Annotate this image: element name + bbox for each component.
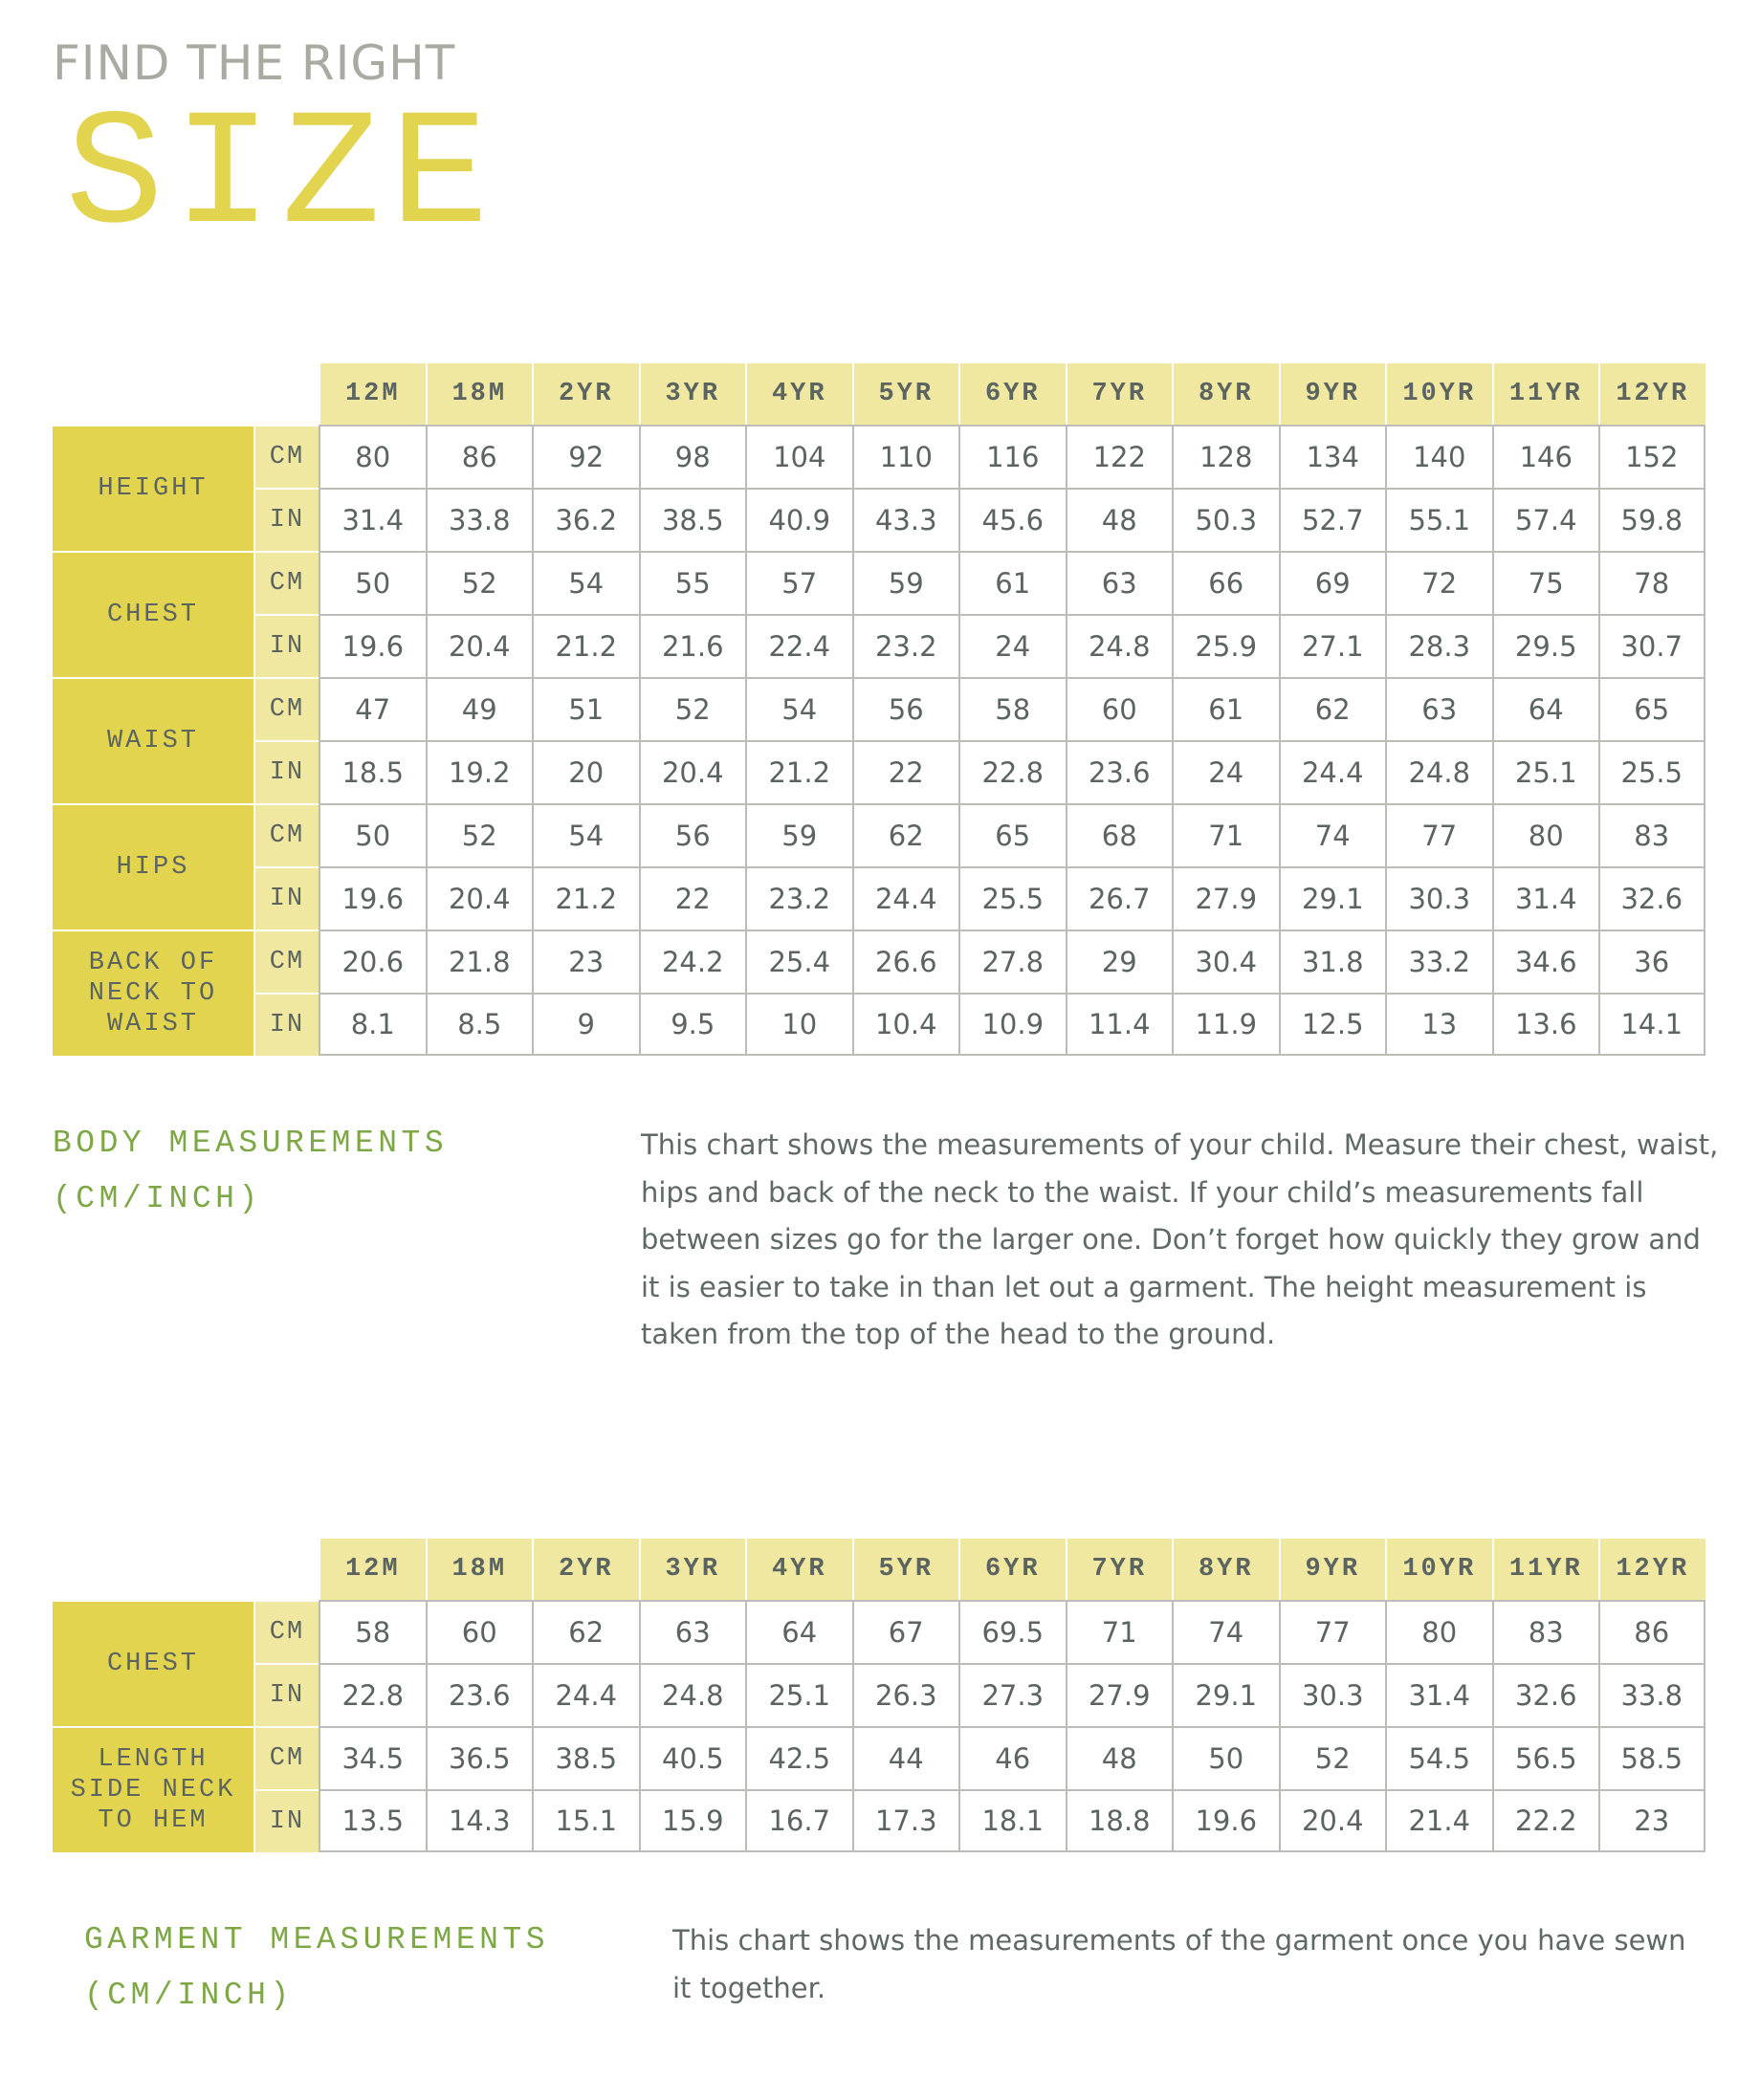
measurement-value: 23: [532, 930, 639, 993]
size-header-12m: 12M: [319, 363, 426, 425]
measurement-value: 50.3: [1172, 488, 1279, 551]
measurement-value: 9: [532, 993, 639, 1056]
unit-label-cm: CM: [253, 677, 319, 740]
measurement-value: 60: [1066, 677, 1173, 740]
measurement-value: 33.8: [1598, 1663, 1705, 1726]
measurement-value: 64: [1492, 677, 1599, 740]
measurement-value: 63: [1385, 677, 1492, 740]
measurement-value: 13.5: [319, 1789, 426, 1852]
measurement-value: 36.5: [426, 1726, 533, 1789]
measurement-value: 86: [1598, 1600, 1705, 1663]
garment-measurements-table: [53, 1539, 1705, 1852]
measurement-value: 77: [1385, 803, 1492, 866]
measurement-value: 29.1: [1279, 866, 1386, 930]
measurement-value: 32.6: [1598, 866, 1705, 930]
measurement-value: 38.5: [639, 488, 746, 551]
measurement-value: 57: [745, 551, 852, 614]
size-header-12yr: 12YR: [1598, 1539, 1705, 1600]
body-title-line2: (CM/INCH): [53, 1181, 262, 1216]
measurement-value: 24.8: [639, 1663, 746, 1726]
measurement-value: 71: [1066, 1600, 1173, 1663]
size-header-5yr: 5YR: [852, 1539, 959, 1600]
measurement-value: 10: [745, 993, 852, 1056]
measurement-value: 30.3: [1385, 866, 1492, 930]
measurement-label: CHEST: [53, 551, 253, 677]
measurement-value: 66: [1172, 551, 1279, 614]
measurement-value: 33.8: [426, 488, 533, 551]
measurement-value: 146: [1492, 425, 1599, 488]
measurement-label: BACK OF NECK TO WAIST: [53, 930, 253, 1056]
measurement-value: 44: [852, 1726, 959, 1789]
body-title-line1: BODY MEASUREMENTS: [53, 1126, 449, 1161]
measurement-value: 26.7: [1066, 866, 1173, 930]
measurement-value: 19.6: [319, 614, 426, 677]
measurement-value: 34.5: [319, 1726, 426, 1789]
measurement-value: 27.1: [1279, 614, 1386, 677]
measurement-value: 21.4: [1385, 1789, 1492, 1852]
size-header-6yr: 6YR: [958, 363, 1066, 425]
measurement-value: 77: [1279, 1600, 1386, 1663]
measurement-value: 152: [1598, 425, 1705, 488]
measurement-value: 33.2: [1385, 930, 1492, 993]
measurement-value: 20.4: [639, 740, 746, 803]
measurement-value: 25.9: [1172, 614, 1279, 677]
measurement-value: 18.8: [1066, 1789, 1173, 1852]
measurement-value: 30.7: [1598, 614, 1705, 677]
measurement-value: 30.4: [1172, 930, 1279, 993]
unit-label-in: IN: [253, 614, 319, 677]
measurement-value: 71: [1172, 803, 1279, 866]
measurement-value: 15.9: [639, 1789, 746, 1852]
measurement-value: 55.1: [1385, 488, 1492, 551]
measurement-value: 26.3: [852, 1663, 959, 1726]
measurement-value: 22.8: [319, 1663, 426, 1726]
measurement-value: 24.4: [852, 866, 959, 930]
table-row: [53, 677, 1705, 740]
unit-label-in: IN: [253, 1663, 319, 1726]
size-grid: [53, 1539, 1705, 1852]
unit-label-cm: CM: [253, 1600, 319, 1663]
measurement-value: 24.8: [1066, 614, 1173, 677]
measurement-value: 50: [319, 803, 426, 866]
size-header-4yr: 4YR: [745, 1539, 852, 1600]
measurement-value: 54: [745, 677, 852, 740]
measurement-value: 18.5: [319, 740, 426, 803]
header-spacer: [53, 1539, 253, 1600]
measurement-value: 11.4: [1066, 993, 1173, 1056]
measurement-value: 24.4: [532, 1663, 639, 1726]
measurement-value: 24: [958, 614, 1066, 677]
measurement-value: 27.9: [1172, 866, 1279, 930]
measurement-value: 55: [639, 551, 746, 614]
size-header-18m: 18M: [426, 1539, 533, 1600]
size-header-11yr: 11YR: [1492, 1539, 1599, 1600]
size-header-row: [53, 363, 1705, 425]
table-row: [53, 551, 1705, 614]
header-spacer: [253, 363, 319, 425]
size-header-5yr: 5YR: [852, 363, 959, 425]
measurement-label: CHEST: [53, 1600, 253, 1726]
measurement-value: 27.8: [958, 930, 1066, 993]
measurement-value: 8.5: [426, 993, 533, 1056]
size-header-2yr: 2YR: [532, 363, 639, 425]
page-kicker: FIND THE RIGHT: [53, 35, 456, 91]
measurement-value: 25.1: [745, 1663, 852, 1726]
size-header-8yr: 8YR: [1172, 1539, 1279, 1600]
measurement-value: 10.9: [958, 993, 1066, 1056]
measurement-value: 26.6: [852, 930, 959, 993]
measurement-value: 49: [426, 677, 533, 740]
measurement-value: 32.6: [1492, 1663, 1599, 1726]
measurement-value: 31.4: [1385, 1663, 1492, 1726]
measurement-value: 20: [532, 740, 639, 803]
measurement-value: 25.4: [745, 930, 852, 993]
measurement-value: 25.1: [1492, 740, 1599, 803]
size-header-row: [53, 1539, 1705, 1600]
measurement-value: 45.6: [958, 488, 1066, 551]
measurement-value: 50: [1172, 1726, 1279, 1789]
measurement-value: 54: [532, 551, 639, 614]
measurement-value: 52: [426, 803, 533, 866]
garment-measurements-description: This chart shows the measurements of the garment once you have sewn it together.: [672, 1924, 1686, 2004]
measurement-value: 24.8: [1385, 740, 1492, 803]
measurement-value: 51: [532, 677, 639, 740]
measurement-value: 46: [958, 1726, 1066, 1789]
measurement-value: 28.3: [1385, 614, 1492, 677]
measurement-value: 74: [1172, 1600, 1279, 1663]
measurement-value: 22.2: [1492, 1789, 1599, 1852]
body-measurements-title: [53, 1116, 448, 1227]
measurement-value: 134: [1279, 425, 1386, 488]
size-header-3yr: 3YR: [639, 1539, 746, 1600]
measurement-value: 23: [1598, 1789, 1705, 1852]
measurement-value: 21.2: [532, 866, 639, 930]
measurement-value: 60: [426, 1600, 533, 1663]
measurement-value: 52.7: [1279, 488, 1386, 551]
measurement-value: 20.4: [426, 866, 533, 930]
measurement-value: 21.6: [639, 614, 746, 677]
measurement-value: 23.6: [1066, 740, 1173, 803]
size-header-7yr: 7YR: [1066, 363, 1173, 425]
measurement-value: 29: [1066, 930, 1173, 993]
measurement-value: 21.2: [745, 740, 852, 803]
measurement-value: 19.6: [1172, 1789, 1279, 1852]
measurement-label: HIPS: [53, 803, 253, 930]
garment-title-line1: GARMENT MEASUREMENTS: [84, 1922, 550, 1958]
size-header-9yr: 9YR: [1279, 363, 1386, 425]
measurement-value: 23.2: [745, 866, 852, 930]
measurement-value: 61: [958, 551, 1066, 614]
measurement-value: 52: [639, 677, 746, 740]
measurement-value: 69: [1279, 551, 1386, 614]
unit-label-cm: CM: [253, 803, 319, 866]
measurement-value: 62: [852, 803, 959, 866]
measurement-value: 63: [639, 1600, 746, 1663]
measurement-value: 40.5: [639, 1726, 746, 1789]
measurement-value: 65: [958, 803, 1066, 866]
measurement-value: 9.5: [639, 993, 746, 1056]
measurement-value: 75: [1492, 551, 1599, 614]
measurement-value: 14.1: [1598, 993, 1705, 1056]
measurement-value: 21.8: [426, 930, 533, 993]
measurement-value: 10.4: [852, 993, 959, 1056]
table-row: [53, 866, 1705, 930]
measurement-value: 140: [1385, 425, 1492, 488]
measurement-label: HEIGHT: [53, 425, 253, 551]
measurement-value: 56: [639, 803, 746, 866]
measurement-value: 18.1: [958, 1789, 1066, 1852]
table-row: [53, 1600, 1705, 1663]
size-header-12m: 12M: [319, 1539, 426, 1600]
measurement-value: 19.2: [426, 740, 533, 803]
measurement-value: 36.2: [532, 488, 639, 551]
measurement-value: 69.5: [958, 1600, 1066, 1663]
measurement-value: 110: [852, 425, 959, 488]
size-header-7yr: 7YR: [1066, 1539, 1173, 1600]
measurement-value: 11.9: [1172, 993, 1279, 1056]
measurement-value: 63: [1066, 551, 1173, 614]
size-header-6yr: 6YR: [958, 1539, 1066, 1600]
measurement-value: 58.5: [1598, 1726, 1705, 1789]
size-header-3yr: 3YR: [639, 363, 746, 425]
measurement-value: 83: [1492, 1600, 1599, 1663]
size-header-4yr: 4YR: [745, 363, 852, 425]
measurement-value: 19.6: [319, 866, 426, 930]
measurement-value: 59: [745, 803, 852, 866]
measurement-value: 65: [1598, 677, 1705, 740]
measurement-value: 38.5: [532, 1726, 639, 1789]
unit-label-in: IN: [253, 993, 319, 1056]
unit-label-cm: CM: [253, 930, 319, 993]
measurement-value: 74: [1279, 803, 1386, 866]
measurement-value: 98: [639, 425, 746, 488]
measurement-value: 12.5: [1279, 993, 1386, 1056]
measurement-value: 22.8: [958, 740, 1066, 803]
measurement-value: 34.6: [1492, 930, 1599, 993]
measurement-value: 59.8: [1598, 488, 1705, 551]
measurement-value: 13: [1385, 993, 1492, 1056]
measurement-value: 78: [1598, 551, 1705, 614]
measurement-value: 64: [745, 1600, 852, 1663]
measurement-value: 104: [745, 425, 852, 488]
measurement-value: 24: [1172, 740, 1279, 803]
size-header-2yr: 2YR: [532, 1539, 639, 1600]
table-row: [53, 1663, 1705, 1726]
measurement-value: 83: [1598, 803, 1705, 866]
size-header-9yr: 9YR: [1279, 1539, 1386, 1600]
measurement-value: 68: [1066, 803, 1173, 866]
unit-label-in: IN: [253, 740, 319, 803]
size-header-12yr: 12YR: [1598, 363, 1705, 425]
measurement-value: 80: [319, 425, 426, 488]
measurement-value: 21.2: [532, 614, 639, 677]
measurement-value: 22: [852, 740, 959, 803]
measurement-value: 92: [532, 425, 639, 488]
measurement-value: 58: [319, 1600, 426, 1663]
unit-label-cm: CM: [253, 425, 319, 488]
measurement-value: 14.3: [426, 1789, 533, 1852]
table-row: [53, 993, 1705, 1056]
size-header-10yr: 10YR: [1385, 363, 1492, 425]
body-measurements-table: [53, 363, 1705, 1056]
table-row: [53, 425, 1705, 488]
table-row: [53, 930, 1705, 993]
measurement-value: 30.3: [1279, 1663, 1386, 1726]
measurement-value: 62: [532, 1600, 639, 1663]
table-row: [53, 740, 1705, 803]
measurement-value: 59: [852, 551, 959, 614]
measurement-label: WAIST: [53, 677, 253, 803]
measurement-value: 50: [319, 551, 426, 614]
measurement-value: 48: [1066, 1726, 1173, 1789]
size-header-8yr: 8YR: [1172, 363, 1279, 425]
measurement-value: 20.6: [319, 930, 426, 993]
measurement-value: 20.4: [426, 614, 533, 677]
table-row: [53, 1726, 1705, 1789]
page-title: SIZE: [65, 84, 498, 271]
table-row: [53, 614, 1705, 677]
header-spacer: [53, 363, 253, 425]
measurement-value: 22.4: [745, 614, 852, 677]
header-spacer: [253, 1539, 319, 1600]
measurement-value: 24.2: [639, 930, 746, 993]
measurement-value: 42.5: [745, 1726, 852, 1789]
measurement-value: 58: [958, 677, 1066, 740]
measurement-value: 31.8: [1279, 930, 1386, 993]
measurement-value: 40.9: [745, 488, 852, 551]
measurement-value: 52: [426, 551, 533, 614]
measurement-value: 22: [639, 866, 746, 930]
measurement-value: 36: [1598, 930, 1705, 993]
size-grid: [53, 363, 1705, 1056]
measurement-value: 47: [319, 677, 426, 740]
unit-label-in: IN: [253, 1789, 319, 1852]
measurement-value: 62: [1279, 677, 1386, 740]
table-row: [53, 488, 1705, 551]
measurement-value: 72: [1385, 551, 1492, 614]
measurement-value: 54.5: [1385, 1726, 1492, 1789]
table-row: [53, 803, 1705, 866]
unit-label-cm: CM: [253, 1726, 319, 1789]
unit-label-cm: CM: [253, 551, 319, 614]
measurement-value: 15.1: [532, 1789, 639, 1852]
measurement-value: 31.4: [319, 488, 426, 551]
unit-label-in: IN: [253, 488, 319, 551]
size-header-11yr: 11YR: [1492, 363, 1599, 425]
measurement-value: 27.9: [1066, 1663, 1173, 1726]
measurement-value: 80: [1492, 803, 1599, 866]
measurement-value: 29.5: [1492, 614, 1599, 677]
measurement-value: 13.6: [1492, 993, 1599, 1056]
measurement-value: 54: [532, 803, 639, 866]
measurement-value: 25.5: [958, 866, 1066, 930]
measurement-value: 24.4: [1279, 740, 1386, 803]
measurement-value: 17.3: [852, 1789, 959, 1852]
measurement-value: 128: [1172, 425, 1279, 488]
measurement-value: 67: [852, 1600, 959, 1663]
measurement-value: 20.4: [1279, 1789, 1386, 1852]
measurement-value: 56: [852, 677, 959, 740]
size-header-10yr: 10YR: [1385, 1539, 1492, 1600]
garment-title-line2: (CM/INCH): [84, 1978, 294, 2013]
size-header-18m: 18M: [426, 363, 533, 425]
measurement-value: 48: [1066, 488, 1173, 551]
measurement-value: 27.3: [958, 1663, 1066, 1726]
table-row: [53, 1789, 1705, 1852]
measurement-value: 43.3: [852, 488, 959, 551]
measurement-value: 8.1: [319, 993, 426, 1056]
body-measurements-description: This chart shows the measurements of your child. Measure their chest, waist, hips and back of the neck to the waist. If your child’s measurements fall between sizes go for the larger one. Don’t forget how quickly they grow and it is easier to take in than let out a garment. The height measurement is taken from the top of the head to the ground.: [641, 1128, 1719, 1350]
measurement-value: 80: [1385, 1600, 1492, 1663]
measurement-value: 52: [1279, 1726, 1386, 1789]
measurement-value: 56.5: [1492, 1726, 1599, 1789]
measurement-value: 61: [1172, 677, 1279, 740]
garment-measurements-title: [84, 1913, 549, 2023]
measurement-value: 86: [426, 425, 533, 488]
measurement-value: 57.4: [1492, 488, 1599, 551]
measurement-value: 31.4: [1492, 866, 1599, 930]
measurement-value: 116: [958, 425, 1066, 488]
measurement-value: 16.7: [745, 1789, 852, 1852]
measurement-value: 122: [1066, 425, 1173, 488]
measurement-label: LENGTH SIDE NECK TO HEM: [53, 1726, 253, 1852]
measurement-value: 23.2: [852, 614, 959, 677]
measurement-value: 29.1: [1172, 1663, 1279, 1726]
unit-label-in: IN: [253, 866, 319, 930]
measurement-value: 25.5: [1598, 740, 1705, 803]
measurement-value: 23.6: [426, 1663, 533, 1726]
